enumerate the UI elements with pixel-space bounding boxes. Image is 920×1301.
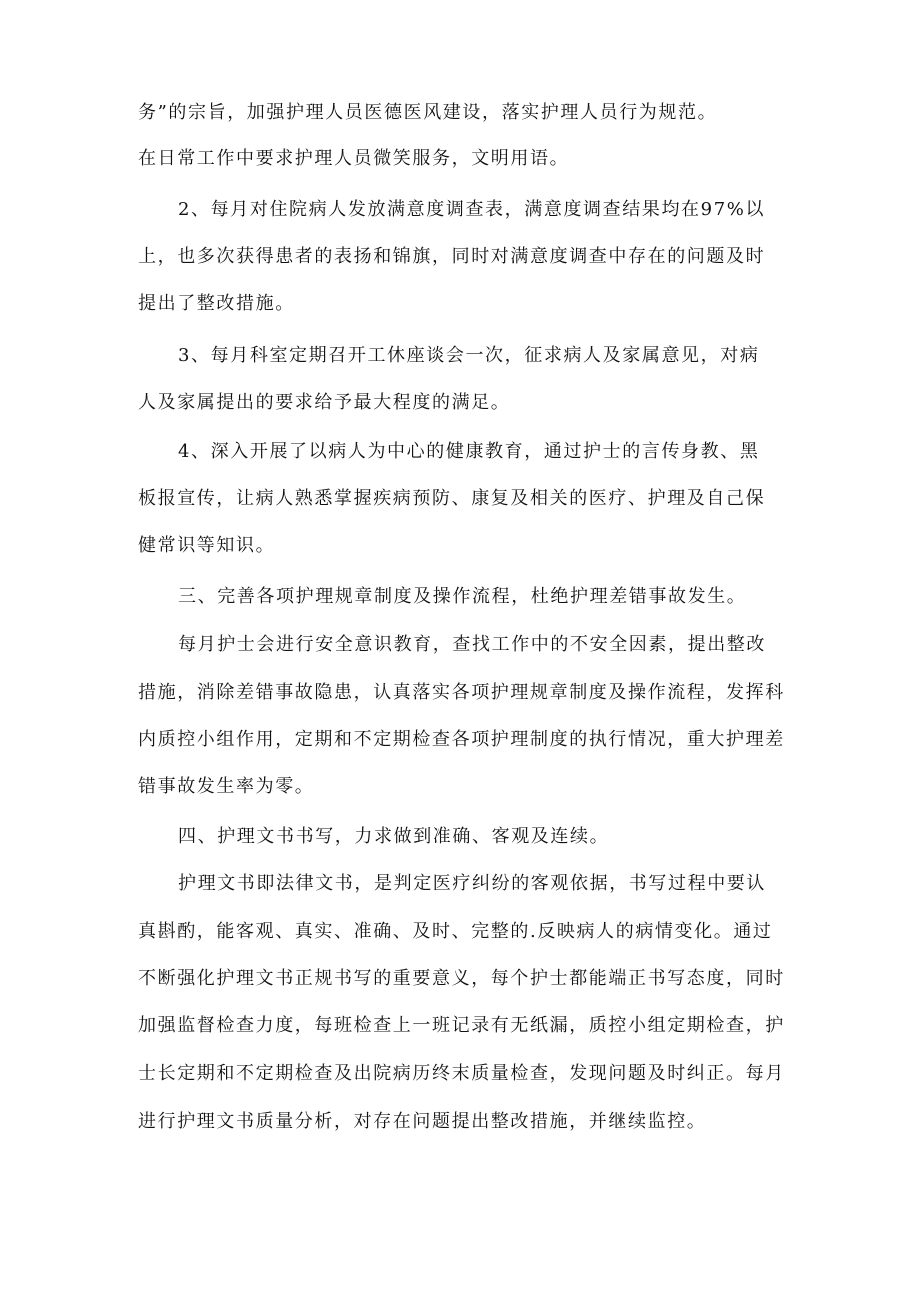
paragraph-records-line: 护理文书即法律文书，是判定医疗纠纷的客观依据，书写过程中要认 — [178, 873, 766, 894]
text-line: 士长定期和不定期检查及出院病历终末质量检查，发现问题及时纠正。每月 — [138, 1063, 785, 1084]
text-line: 内质控小组作用，定期和不定期检查各项护理制度的执行情况，重大护理差 — [138, 729, 785, 750]
text-line: 人及家属提出的要求给予最大程度的满足。 — [138, 392, 511, 413]
text-line: 上，也多次获得患者的表扬和锦旗，同时对满意度调查中存在的问题及时 — [138, 246, 766, 267]
text-line: 措施，消除差错事故隐患，认真落实各项护理规章制度及操作流程，发挥科 — [138, 682, 785, 703]
text-line: 不断强化护理文书正规书写的重要意义，每个护士都能端正书写态度，同时 — [138, 968, 785, 989]
section-heading-3: 三、完善各项护理规章制度及操作流程，杜绝护理差错事故发生。 — [178, 586, 747, 607]
text-line: 健常识等知识。 — [138, 535, 276, 556]
text-line: 进行护理文书质量分析，对存在问题提出整改措施，并继续监控。 — [138, 1111, 707, 1132]
paragraph-3-line: 3、每月科室定期召开工休座谈会一次，征求病人及家属意见，对病 — [178, 345, 760, 366]
paragraph-safety-line: 每月护士会进行安全意识教育，查找工作中的不安全因素，提出整改 — [178, 634, 766, 655]
paragraph-4-line: 4、深入开展了以病人为中心的健康教育，通过护士的言传身教、黑 — [178, 441, 760, 462]
text-line: 错事故发生率为零。 — [138, 776, 315, 797]
text-line: 务”的宗旨，加强护理人员医德医风建设，落实护理人员行为规范。 — [138, 102, 718, 123]
paragraph-2-line: 2、每月对住院病人发放满意度调查表，满意度调查结果均在97%以 — [178, 199, 766, 220]
text-line: 在日常工作中要求护理人员微笑服务，文明用语。 — [138, 148, 570, 169]
section-heading-4: 四、护理文书书写，力求做到准确、客观及连续。 — [178, 826, 610, 847]
text-line: 提出了整改措施。 — [138, 293, 295, 314]
text-line: 板报宣传，让病人熟悉掌握疾病预防、康复及相关的医疗、护理及自己保 — [138, 488, 766, 509]
text-line: 真斟酌，能客观、真实、准确、及时、完整的.反映病人的病情变化。通过 — [138, 921, 773, 942]
text-line: 加强监督检查力度，每班检查上一班记录有无纸漏，质控小组定期检查，护 — [138, 1015, 785, 1036]
